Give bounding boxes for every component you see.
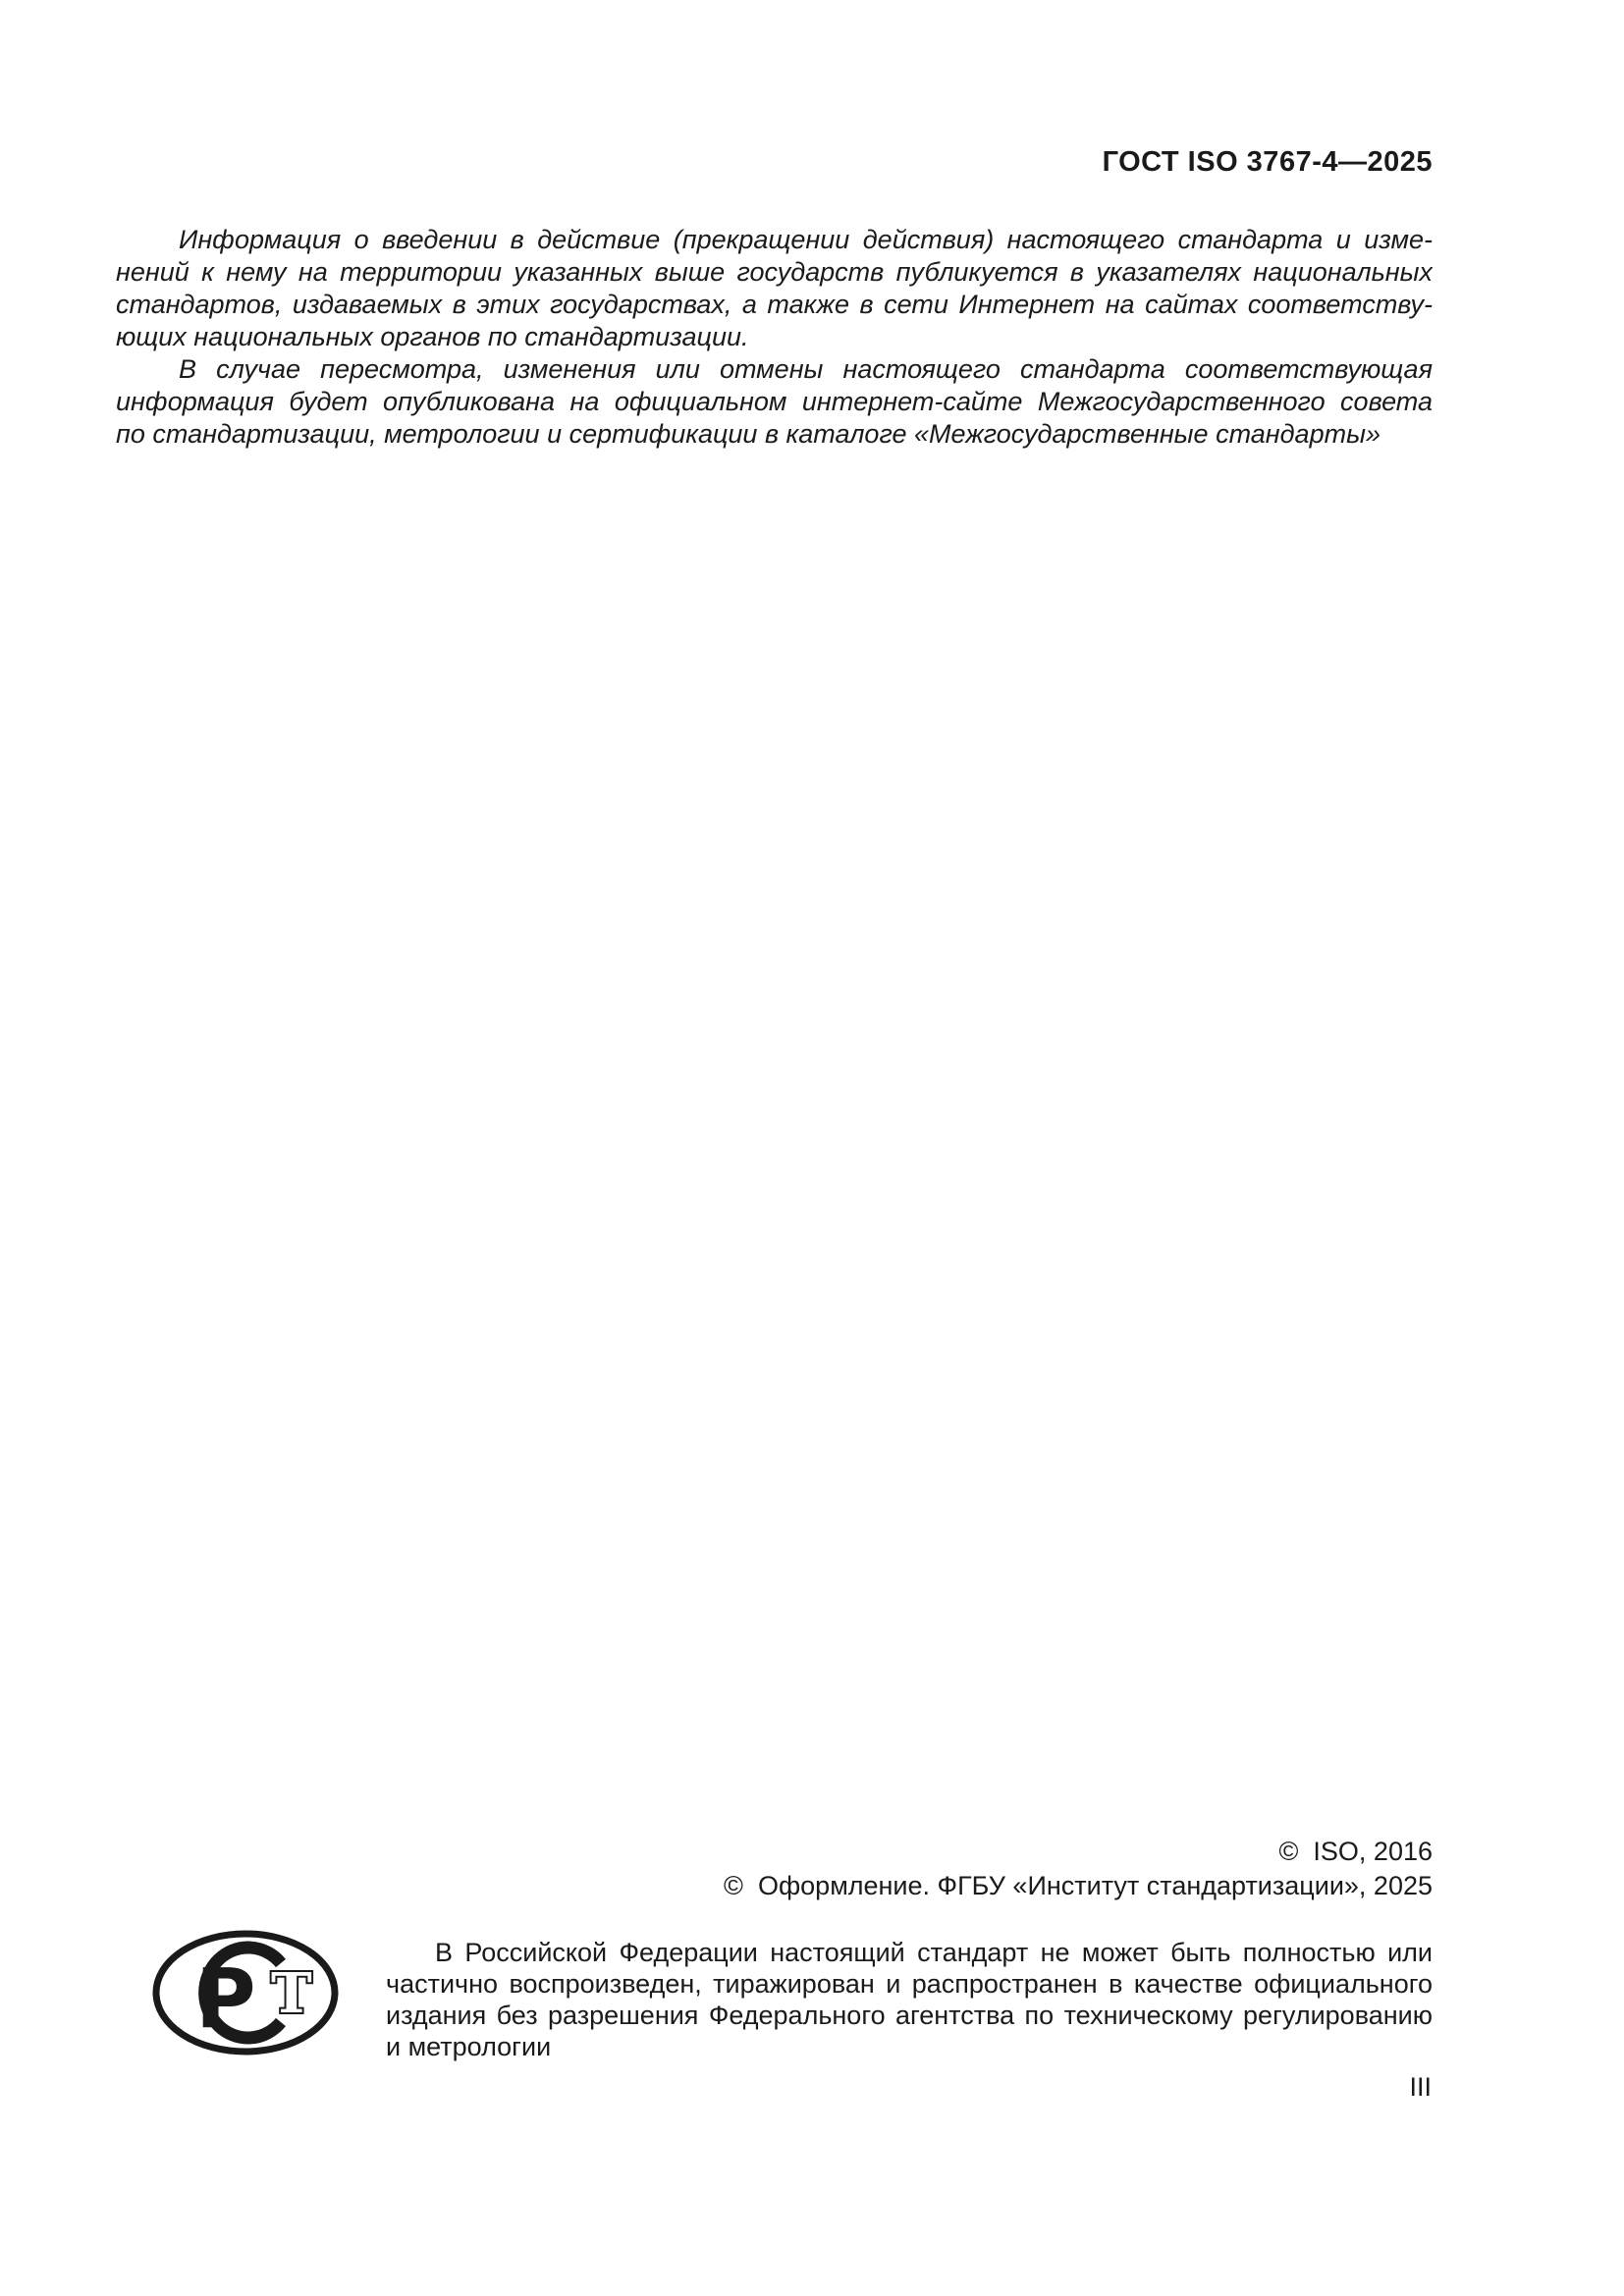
copyright-publisher-line: © Оформление. ФГБУ «Институт стандартизации», 2025 (724, 1871, 1433, 1900)
text-line: издания без разрешения Федерального агентства по техническому регулированию (386, 2001, 1433, 2030)
intro-paragraph-availability (116, 224, 1433, 353)
text-line: В случае пересмотра, изменения или отмены настоящего стандарта соответствующая (179, 354, 1433, 384)
intro-paragraph-revision (116, 353, 1433, 451)
text-line: стандартов, издаваемых в этих государствах, а также в сети Интернет на сайтах соответству- (116, 290, 1433, 319)
logo-letter-t: Т (271, 1961, 312, 2026)
copyright-block (724, 1835, 1433, 1903)
intro-block (116, 224, 1433, 451)
text-line: Информация о введении в действие (прекращении действия) настоящего стандарта и изме- (179, 225, 1433, 254)
restriction-paragraph (386, 1937, 1433, 2062)
logo-letter-p: Р (195, 1950, 256, 2047)
copyright-iso-line: © ISO, 2016 (1278, 1837, 1433, 1866)
text-line: В Российской Федерации настоящий стандарт не может быть полностью или (435, 1938, 1433, 1967)
text-line: по стандартизации, метрологии и сертификации в каталоге «Межгосударственные стандарты» (116, 419, 1380, 449)
text-line: и метрологии (386, 2032, 552, 2061)
standard-designation: ГОСТ ISO 3767-4—2025 (1102, 146, 1433, 178)
text-line: нений к нему на территории указанных выше государств публикуется в указателях национальных (116, 257, 1433, 287)
text-line: частично воспроизведен, тиражирован и распространен в качестве официального (386, 1969, 1433, 1999)
rst-certification-mark-icon (152, 1930, 339, 2056)
text-line: ющих национальных органов по стандартизации. (116, 322, 749, 351)
page-number: III (1409, 2072, 1432, 2102)
text-line: информация будет опубликована на официальном интернет-сайте Межгосударственного совета (116, 387, 1433, 416)
